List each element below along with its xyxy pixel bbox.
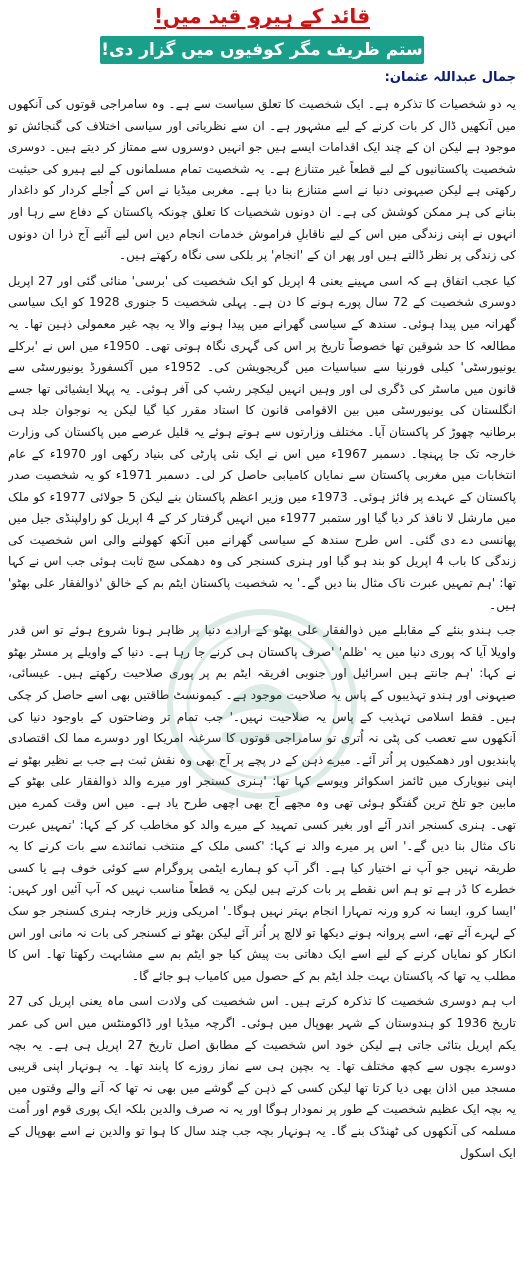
article-paragraph: اب ہم دوسری شخصیت کا تذکرہ کرتے ہیں۔ اس شخصیت کی ولادت اسی ماہ یعنی اپریل کی 27 تاریخ 1936 کو ہندوستان کے شہر بھوپال میں ہوئی۔ اگرچہ میڈیا اور ڈاکومنٹس میں اس کی عمر یکم اپریل بتائی جاتی ہے لیکن خود اس شخصیت کے مطابق اصل تاریخ 27 اپریل ہی ہے۔ یہ بچہ دوسرے بچوں سے کچھ مختلف تھا۔ یہ بچپن ہی سے نماز روزے کا پابند تھا۔ یہ ہونہار اپنی قریبی مسجد میں اذان بھی دیا کرتا تھا لیکن کسی کے ذہن کے گوشے میں بھی نہ تھا کہ آنے والے وقتوں میں یہ بچہ ایک عظیم شخصیت کے طور پر نمودار ہوگا اور یہ نہ صرف والدین بلکہ ایک پوری قوم اور اُمت مسلمہ کی آنکھوں کی ٹھنڈک بنے گا۔ یہ ہونہار بچہ جب چند سال کا ہوا تو والدین نے اسے بھوپال کے ایک اسکول [8,994,516,1160]
article-body [8,94,516,1258]
author-byline: جمال عبداللہ عثمان: [384,70,516,85]
article-paragraph: کیا عجب اتفاق ہے کہ اسی مہینے یعنی 4 اپریل کو ایک شخصیت کی 'برسی' منائی گئی اور 27 اپریل دوسری شخصیت کے 72 سال پورے ہونے کا دن ہے۔ پہلی شخصیت 5 جنوری 1928 کو ایک سیاسی گھرانہ میں پیدا ہوئی۔ سندھ کے سیاسی گھرانے میں پیدا ہونے والا یہ بچہ غیر معمولی ذہین تھا۔ یہ مطالعہ کا حد شوقین تھا خصوصاً تاریخ پر اس کی گہری نگاہ ہوتی تھی۔ 1950ء میں اس نے 'برکلے یونیورسٹی' کیلی فورنیا سے سیاسیات میں گریجویشن کی۔ 1952ء میں آکسفورڈ یونیورسٹی سے قانون میں ماسٹر کی ڈگری لی اور وہیں انہیں لیکچر رشپ کی آفر ہوئی۔ یہ پہلا ایشیائی تھا جسے انگلستان کی یونیورسٹی میں بین الاقوامی قانون کا استاد مقرر کیا گیا لیکن یہ نوجوان جلد ہی برطانیہ چھوڑ کر پاکستان آیا۔ مختلف وزارتوں سے ہوتے ہوئے یہ قلیل عرصے میں پاکستان کی وزارت خارجہ تک جا پہنچا۔ دسمبر 1967ء میں اس نے ایک نئی پارٹی کی بنیاد رکھی اور 1970ء کے عام انتخابات میں مغربی پاکستان سے نمایاں کامیابی حاصل کر لی۔ دسمبر 1971ء کو یہ شخصیت صدر پاکستان کے عہدے پر فائز ہوئی۔ 1973ء میں وزیر اعظم پاکستان بنے لیکن 5 جولائی 1977ء کو ملک میں مارشل لا نافذ کر دیا گیا اور ستمبر 1977ء میں انہیں گرفتار کر کے 4 اپریل کو راولپنڈی جیل میں پھانسی دے دی گئی۔ اس طرح سندھ کے سیاسی گھرانے میں آنکھ کھولنے والی اس شخصیت کی زندگی کا باب 4 اپریل کو بند ہو گیا اور ہنری کسنجر کی وہ دھمکی سچ ثابت ہوئی جب اس نے کہا تھا: 'ہم تمہیں عبرت ناک مثال بنا دیں گے۔' یہ شخصیت پاکستان ایٹم بم کے خالق 'ذوالفقار علی بھٹو' ہیں۔ [8,273,516,612]
article-paragraph: یہ دو شخصیات کا تذکرہ ہے۔ ایک شخصیت کا تعلق سیاست سے ہے۔ وہ سامراجی قوتوں کی آنکھوں میں آنکھیں ڈال کر بات کرنے کے لیے مشہور ہے۔ ان سے نظریاتی اور سیاسی اختلاف کی گنجائش تو موجود ہے لیکن ان کے چند ایک اقدامات ایسے ہیں جو انہیں دوسروں سے ممتاز کر دیتے ہیں۔ دوسری شخصیت پاکستانیوں کے لیے قطعاً غیر متنازع ہے۔ یہ شخصیت تمام مسلمانوں کے لیے ہیرو کی حیثیت رکھتی ہے لیکن صیہونی دنیا نے اسے متنازع بنا دیا ہے۔ مغربی میڈیا نے اس کے اُجلے کردار کو داغدار بنانے کی ہر ممکن کوشش کی ہے۔ ان دونوں شخصیات کا تعلق چونکہ پاکستان کے دفاع سے رہا اور انہوں نے اپنی زندگی میں اس کے لیے ناقابلِ فراموش خدمات انجام دیں اس لیے آئیے آج ذرا ان دونوں کی زندگی پر نظر ڈالتے ہیں اور پھر ان کے 'انجام' پر بلکی سی نگاہ رکھتے ہیں۔ [8,97,516,263]
article-headline: قائد کے ہیرو قید میں! [153,4,371,28]
article-paragraph: جب ہندو بنئے کے مقابلے میں ذوالفقار علی بھٹو کے ارادے دنیا پر ظاہر ہونا شروع ہوئے تو اس قدر واویلا آیا کہ پوری دنیا میں یہ 'ظلم' 'صرف پاکستان ہی کرنے جا رہا ہے۔ دنیا کے واویلے پر مسٹر بھٹو نے کہا: 'ہم جانتے ہیں اسرائیل اور جنوبی افریقہ ایٹم بم پر پوری صلاحیت رکھتے ہیں۔ عیسائی، صیہونی اور ہندو تہذیبوں کے پاس یہ صلاحیت موجود ہے۔ کیمونسٹ طاقتیں بھی اسے حاصل کر چکی ہیں۔ فقط اسلامی تہذیب کے پاس یہ صلاحیت نہیں۔' جب تمام تر وضاحتوں کے باوجود دنیا کی آنکھوں سے تعصب کی پٹی نہ اُتری تو سامراجی قوتوں کا سرغنہ امریکا اور دوسرے مما لک اقتصادی پابندیوں اور دھمکیوں پر اُتر آئے۔ میرے ذہن کے در پچے پر آج بھی وہ نقش ثبت ہے جب بے نظیر بھٹو نے اپنی نیویارک میں ٹائمز اسکوائر ویوسے کہا تھا: 'ہنری کسنجر اور میرے والد ذوالفقار علی بھٹو کے مابین جو تلخ ترین گفتگو ہوئی تھی وہ مجھے آج بھی اچھی طرح یاد ہے۔ میں اس وقت کمرے میں تھی۔ ہنری کسنجر اندر آئے اور بغیر کسی تمہید کے میرے والد کو مخاطب کر کے کہا: 'تمہیں عبرت ناک مثال بنا دیں گے۔' اس پر میرے والد نے کہا: 'کسی ملک کے منتخب نمائندے سے بات کرنے کا یہ طریقہ نہیں جو آپ نے اختیار کیا ہے۔ اگر آپ کو ہمارے ایٹمی پروگرام سے کوئی خوف ہے یا کسی خطرے کا ڈر ہے تو ہم اس نقطے پر بات کرتے ہیں لیکن یہ قطعاً مناسب نہیں کہ آپ آئیں اور کہیں: 'ایسا کرو، ایسا نہ کرو ورنہ تمہارا انجام بہتر نہیں ہوگا۔' امریکی وزیر خارجہ ہنری کسنجر جو سک کے لہرے آئے تھے، اسے پروانہ ہونے دیکھا تو لالچ پر اُتر آئے لیکن بھٹو نے کسنجر کی بات نہ مانی اور اس انکار کو نمایاں کرنے کے لیے اسے ایک دھاتی بت پیش کیا جو ایٹم بم سے مشابہت رکھتا تھا۔ اس کا مطلب یہ تھا کہ پاکستان بہت جلد ایٹم بم کے حصول میں کامیاب ہو جائے گا۔ [8,623,516,983]
article-banner: ستم ظریف مگر کوفیوں میں گزار دی! [100,36,424,64]
